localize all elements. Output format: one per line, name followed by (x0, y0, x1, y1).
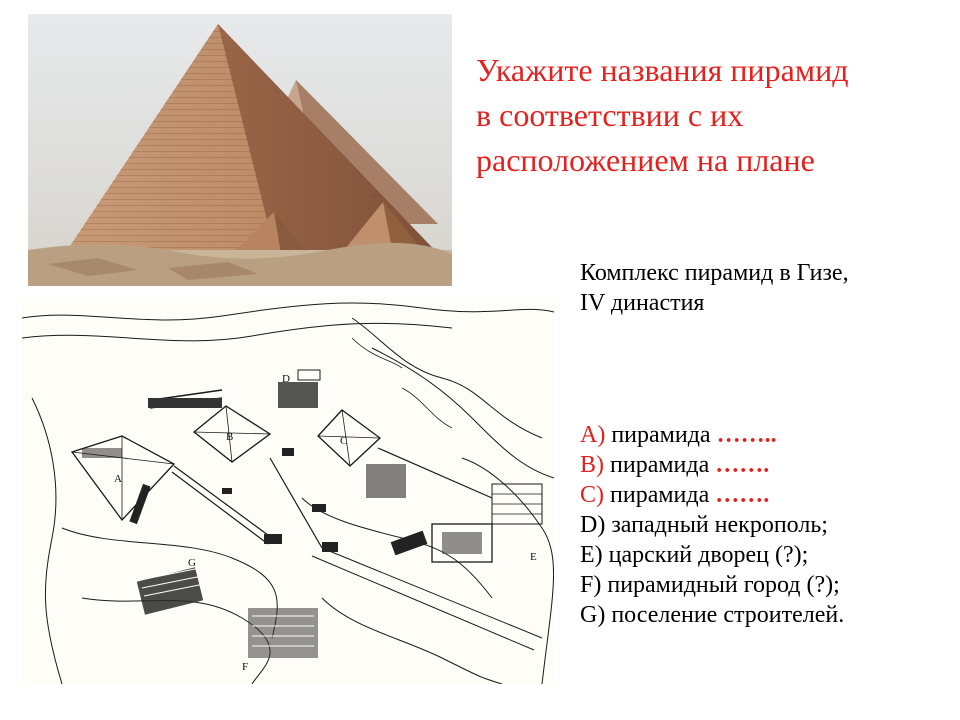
plan-label-b: B (226, 431, 234, 443)
giza-plan-drawing (22, 298, 554, 684)
plan-area-e (391, 484, 542, 562)
legend-item-a (580, 420, 950, 450)
legend-prefix: D) (580, 512, 606, 538)
legend-text: пирамида (604, 482, 716, 508)
plan-area-f (248, 608, 318, 658)
legend-text: поселение строителей. (605, 602, 845, 628)
legend-item-f (580, 570, 950, 600)
plan-pyramid-c (318, 410, 380, 466)
legend-item-e (580, 540, 950, 570)
plan-label-g: G (188, 557, 196, 569)
legend-text: западный некрополь; (605, 512, 828, 538)
legend-item-b (580, 450, 950, 480)
pyramids-photo (28, 14, 452, 286)
legend-text: пирамида (604, 452, 716, 478)
legend-item-c (580, 480, 950, 510)
legend-prefix: F) (580, 572, 602, 598)
heading-line-3: расположением на плане (476, 142, 815, 178)
legend-prefix: A) (580, 422, 606, 448)
complex-line-2: IV династия (580, 290, 705, 316)
legend-blank: ……. (715, 452, 770, 478)
legend-list (580, 420, 950, 630)
legend-prefix: G) (580, 602, 606, 628)
legend-item-g (580, 600, 950, 630)
legend-text: царский дворец (?); (602, 542, 809, 568)
legend-blank: ……. (715, 482, 770, 508)
legend-text: пирамидный город (?); (601, 572, 840, 598)
heading-line-1: Укажите названия пирамид (476, 52, 849, 88)
plan-label-e: E (530, 551, 537, 563)
complex-caption (580, 258, 950, 318)
legend-prefix: B) (580, 452, 604, 478)
legend-text: пирамида (605, 422, 717, 448)
plan-label-c: C (340, 435, 348, 447)
legend-item-d (580, 510, 950, 540)
legend-blank: …….. (716, 422, 777, 448)
legend-prefix: C) (580, 482, 604, 508)
plan-label-d: D (282, 373, 290, 385)
plan-area-g (137, 567, 204, 615)
legend-prefix: E) (580, 542, 603, 568)
complex-line-1: Комплекс пирамид в Гизе, (580, 260, 849, 286)
plan-label-f: F (242, 661, 249, 673)
plan-label-a: A (114, 473, 122, 485)
plan-pyramid-a (72, 436, 174, 520)
heading-line-2: в соответствии с их (476, 97, 744, 133)
task-heading (476, 48, 946, 183)
